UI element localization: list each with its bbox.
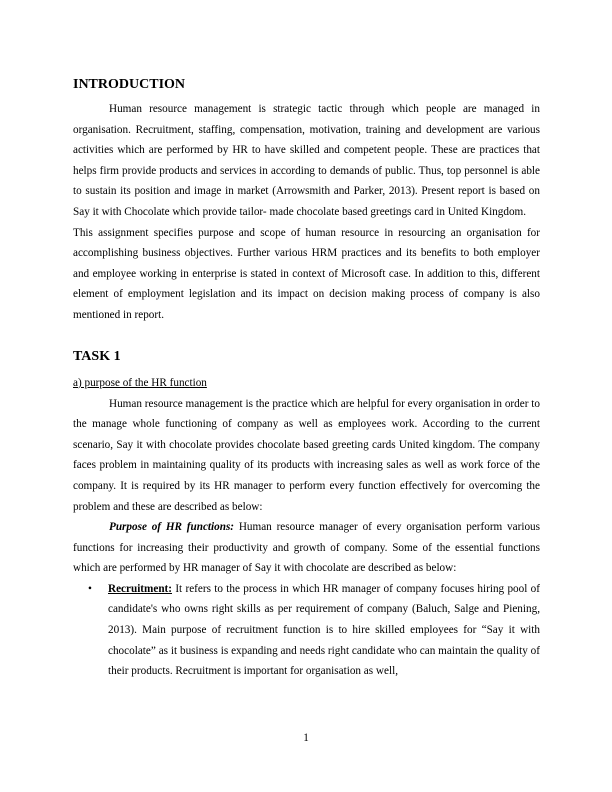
recruitment-text: It refers to the process in which HR manager of company focuses hiring pool of candidate's who owns right skills as per requirement of company (Baluch, Salge and Piening, 2013). Main purpose of recruitment function is to hire skilled employees for “Say it with chocolate” as it business is expanding and needs right candidate who can maintain the quality of their products. Recruitment is important for organisation as well, <box>108 582 540 678</box>
recruitment-term: Recruitment: <box>108 582 172 595</box>
purpose-text: Human resource manager of every organisation perform various functions for increasing their productivity and growth of company. Some of the essential functions which are performed by HR manager of Say it with chocolate are described as below: <box>73 521 540 575</box>
task1-paragraph-1: Human resource management is the practice which are helpful for every organisation in order to the manage whole functioning of company as well as employees work. According to the current scenario, Say it with chocolate provides chocolate based greeting cards United kingdom. The company faces problem in maintaining quality of its products with increasing sales as well as work force of the company. It is required by its HR manager to perform every function effectively for overcoming the problem and these are described as below: <box>73 397 540 513</box>
bullet-symbol: • <box>88 582 92 595</box>
purpose-paragraph <box>73 517 540 579</box>
task1-subheading-text: a) purpose of the HR function <box>73 376 207 389</box>
task1-heading: TASK 1 <box>73 348 121 364</box>
task1-subheading <box>73 376 540 390</box>
purpose-label: Purpose of HR functions: <box>109 521 235 534</box>
introduction-heading: INTRODUCTION <box>73 77 186 92</box>
introduction-paragraph-2: This assignment specifies purpose and scope of human resource in resourcing an organisation for accomplishing business objectives. Further various HRM practices and its benefits to both employer and employee working in enterprise is stated in context of Microsoft case. In addition to this, different element of employment legislation and its impact on decision making process of company is also mentioned in report. <box>73 226 540 321</box>
hr-functions-list <box>73 579 540 682</box>
page-content <box>73 75 540 682</box>
list-item-recruitment <box>73 579 540 682</box>
page-number: 1 <box>303 732 309 744</box>
introduction-paragraph-1: Human resource management is strategic tactic through which people are managed in organisation. Recruitment, staffing, compensation, motivation, training and development are various activities which are performed by HR to have skilled and competent people. These are practices that helps firm provide products and services in according to demands of public. Thus, top personnel is able to sustain its position and image in market (Arrowsmith and Parker, 2013). Present report is based on Say it with Chocolate which provide tailor- made chocolate based greetings card in United Kingdom. <box>73 103 540 218</box>
